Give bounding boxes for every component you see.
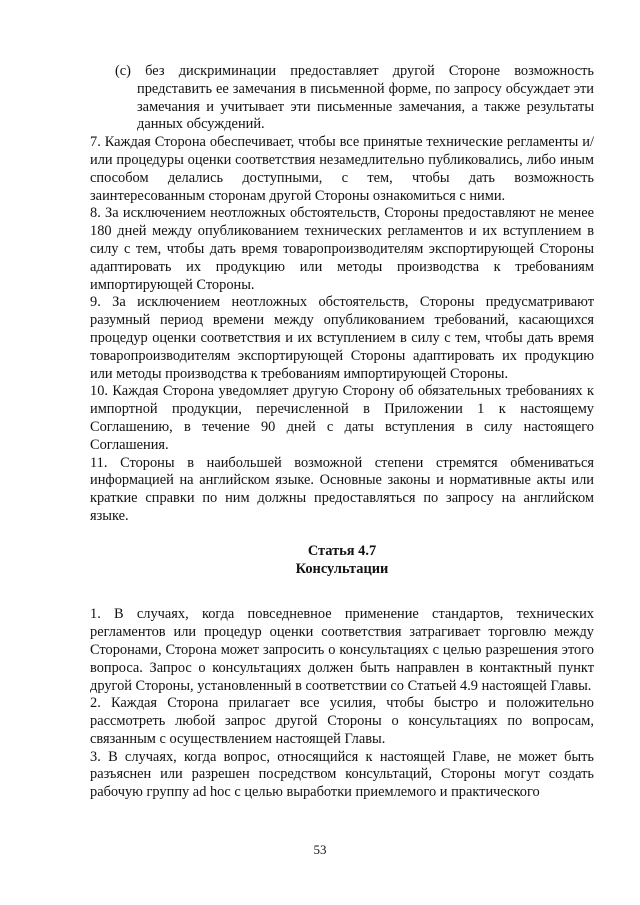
- paragraph-10: 10. Каждая Сторона уведомляет другую Сторону об обязательных требованиях к импортной продукции, перечисленной в Приложении 1 к настоящему Соглашению, в течение 90 дней с даты вступления в силу настоящего Соглашения.: [90, 383, 594, 453]
- page-number: 53: [313, 842, 327, 857]
- consultations-paragraph-2: 2. Каждая Сторона прилагает все усилия, чтобы быстро и положительно рассмотреть любой запрос другой Стороны о консультациях по вопросам, связанным с осуществлением настоящей Главы.: [90, 695, 594, 747]
- paragraph-8: 8. За исключением неотложных обстоятельств, Стороны предоставляют не менее 180 дней между опубликованием технических регламентов и их вступлением в силу с тем, чтобы дать время товаропроизводителям экспортирующей Стороны адаптировать их продукцию или методы производства к требованиям импортирующей Стороны.: [90, 205, 594, 293]
- article-title: Консультации: [295, 560, 389, 577]
- article-number: Статья 4.7: [307, 542, 377, 559]
- paragraph-9: 9. За исключением неотложных обстоятельств, Стороны предусматривают разумный период времени между опубликованием требований, касающихся процедур оценки соответствия и их вступлением в силу с тем, чтобы дать время товаропроизводителям экспортирующей Стороны адаптировать их продукцию или методы производства к требованиям импортирующей Стороны.: [90, 294, 594, 382]
- paragraph-7: 7. Каждая Сторона обеспечивает, чтобы все принятые технические регламенты и/или процедуры оценки соответствия незамедлительно публиковались, либо иным способом делались доступными, с тем, чтобы дать возможность заинтересованным сторонам другой Стороны ознакомиться с ними.: [90, 134, 594, 204]
- paragraph-11: 11. Стороны в наибольшей возможной степени стремятся обмениваться информацией на английском языке. Основные законы и нормативные акты или краткие справки по ним должны предоставляться по запросу на английском языке.: [90, 454, 594, 524]
- paragraph-sub-item-c: (c) без дискриминации предоставляет другой Стороне возможность представить ее замечания в письменной форме, по запросу обсуждает эти замечания и учитывает эти письменные замечания, а также результаты данных обсуждений.: [115, 63, 594, 133]
- document-page: [90, 63, 594, 802]
- consultations-paragraph-3: 3. В случаях, когда вопрос, относящийся к настоящей Главе, не может быть разъяснен или разрешен посредством консультаций, Стороны могут создать рабочую группу ad hoc с целью выработки приемлемого и практического: [90, 748, 594, 801]
- consultations-paragraph-1: 1. В случаях, когда повседневное применение стандартов, технических регламентов или процедур оценки соответствия затрагивает торговлю между Сторонами, Сторона может запросить о консультациях с целью разрешения этого вопроса. Запрос о консультациях должен быть направлен в контактный пункт другой Стороны, установленный в соответствии со Статьей 4.9 настоящей Главы.: [90, 606, 594, 694]
- article-heading: [90, 543, 594, 579]
